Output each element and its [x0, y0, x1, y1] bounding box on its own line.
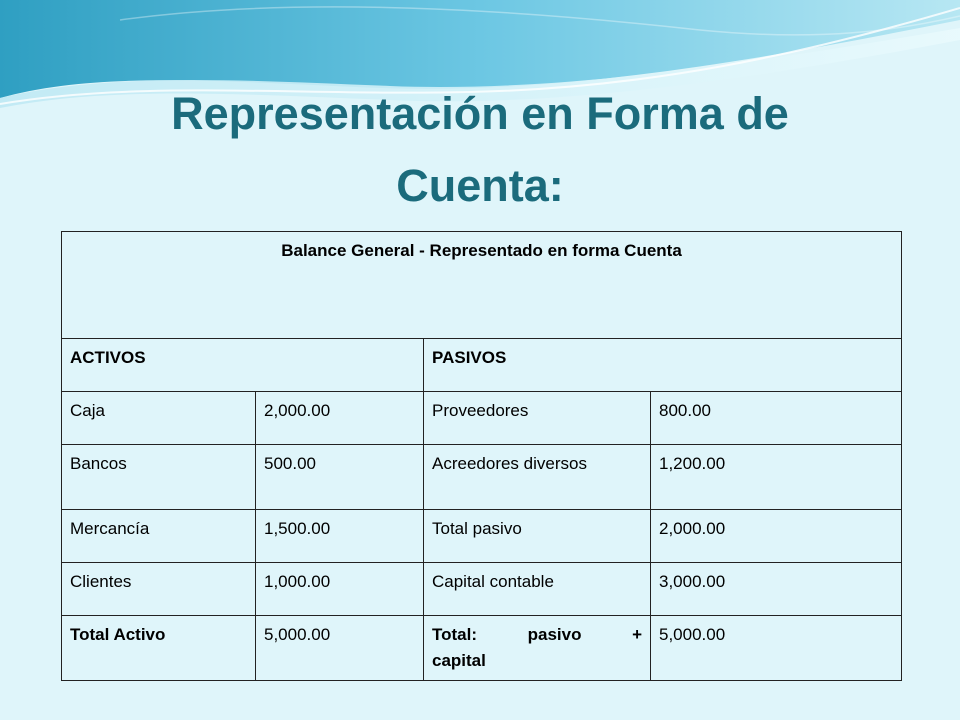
- asset-name: Clientes: [62, 563, 256, 616]
- liability-value: 3,000.00: [651, 563, 902, 616]
- table-header-row: [62, 339, 902, 392]
- table-row: [62, 392, 902, 445]
- liability-name: Acreedores diversos: [424, 445, 651, 510]
- slide-title: [60, 78, 900, 222]
- total-label-line-2: capital: [432, 651, 486, 670]
- asset-name: Mercancía: [62, 510, 256, 563]
- liability-value: 800.00: [651, 392, 902, 445]
- total-label-word: +: [632, 625, 642, 644]
- slide-title-line-2: Cuenta:: [396, 160, 564, 211]
- table-row: [62, 563, 902, 616]
- total-assets-value: 5,000.00: [256, 616, 424, 681]
- total-label-word: Total:: [432, 625, 478, 644]
- table-total-row: [62, 616, 902, 681]
- liability-name: Proveedores: [424, 392, 651, 445]
- asset-name: Caja: [62, 392, 256, 445]
- table-row: [62, 510, 902, 563]
- total-liabilities-capital-label: [424, 616, 651, 681]
- total-assets-label: Total Activo: [62, 616, 256, 681]
- asset-value: 500.00: [256, 445, 424, 510]
- liability-value: 2,000.00: [651, 510, 902, 563]
- total-liabilities-capital-value: 5,000.00: [651, 616, 902, 681]
- total-label-word: pasivo: [527, 625, 582, 644]
- table-row: [62, 445, 902, 510]
- asset-value: 1,500.00: [256, 510, 424, 563]
- liability-name: Total pasivo: [424, 510, 651, 563]
- header-assets: ACTIVOS: [62, 339, 424, 392]
- slide-title-line-1: Representación en Forma de: [171, 88, 789, 139]
- balance-sheet-table: [61, 231, 902, 681]
- total-label-line-1: [432, 622, 642, 648]
- asset-value: 2,000.00: [256, 392, 424, 445]
- liability-value: 1,200.00: [651, 445, 902, 510]
- asset-name: Bancos: [62, 445, 256, 510]
- asset-value: 1,000.00: [256, 563, 424, 616]
- header-liabilities: PASIVOS: [424, 339, 902, 392]
- liability-name: Capital contable: [424, 563, 651, 616]
- table-caption-row: [62, 232, 902, 339]
- table-caption: Balance General - Representado en forma Cuenta: [62, 232, 902, 339]
